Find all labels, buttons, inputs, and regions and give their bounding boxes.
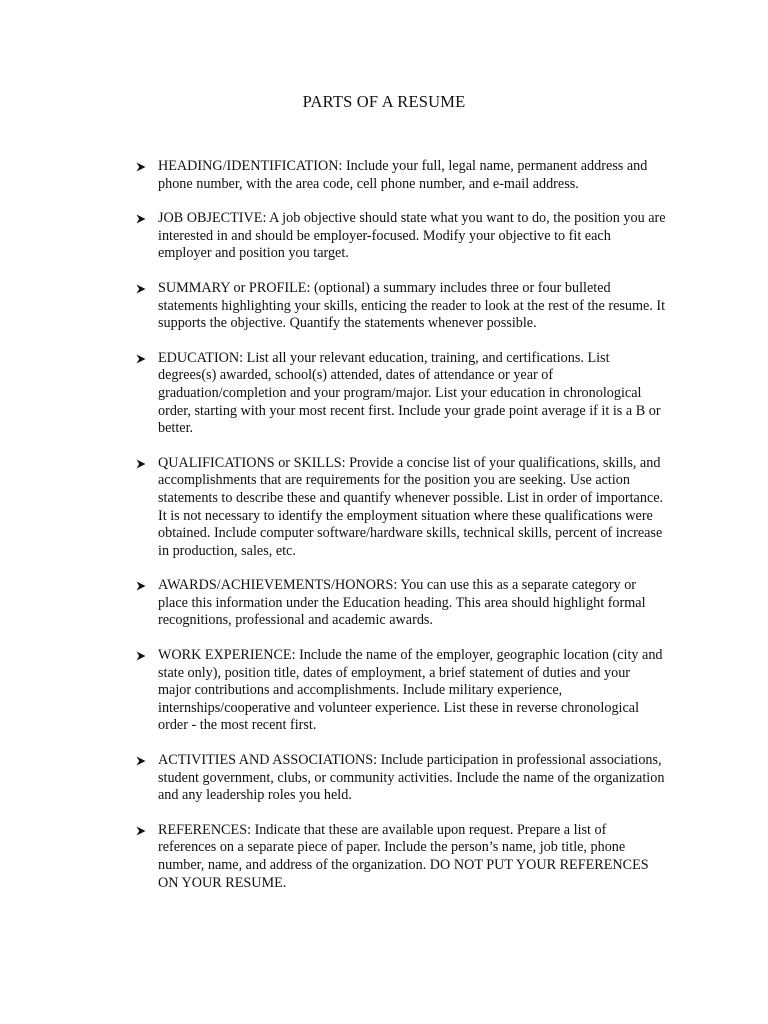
list-item-text: QUALIFICATIONS or SKILLS: Provide a concise list of your qualifications, skills, and accomplishments that are requirements for the position you are seeking. Use action statements to describe these and quantify whenever possible. List in order of importance. It is not necessary to identify the employment situation where these qualifications were obtained. Include computer software/hardware skills, technical skills, percent of increase in production, sales, etc. <box>158 454 664 559</box>
list-item-summary <box>136 280 666 333</box>
list-item-references <box>136 822 666 892</box>
list-item-text: WORK EXPERIENCE: Include the name of the employer, geographic location (city and state only), position title, dates of employment, a brief statement of duties and your major contributions and accomplishments. Include military experience, internships/cooperative and volunteer experience. List these in reverse chronological order - the most recent first. <box>158 647 663 734</box>
list-item-education <box>136 350 666 438</box>
list-item-text: JOB OBJECTIVE: A job objective should state what you want to do, the position you are interested in and should be employer-focused. Modify your objective to fit each employer and position you target. <box>158 210 666 262</box>
page-title: PARTS OF A RESUME <box>302 92 466 111</box>
list-item-text: SUMMARY or PROFILE: (optional) a summary includes three or four bulleted statements highlighting your skills, enticing the reader to look at the rest of the resume. It supports the objective. Quantify the statements whenever possible. <box>158 279 666 332</box>
list-item-text: REFERENCES: Indicate that these are available upon request. Prepare a list of references on a separate piece of paper. Include the person’s name, job title, phone number, name, and address of the organization. DO NOT PUT YOUR REFERENCES ON YOUR RESUME. <box>158 821 649 891</box>
arrowhead-bullet-icon <box>136 651 146 661</box>
arrowhead-bullet-icon <box>136 284 146 294</box>
list-item-text: HEADING/IDENTIFICATION: Include your full, legal name, permanent address and phone number, with the area code, cell phone number, and e-mail address. <box>158 158 648 192</box>
list-item-work-experience <box>136 647 666 735</box>
arrowhead-bullet-icon <box>136 756 146 766</box>
arrowhead-bullet-icon <box>136 459 146 469</box>
arrowhead-bullet-icon <box>136 162 146 172</box>
list-item-text: ACTIVITIES AND ASSOCIATIONS: Include participation in professional associations, student government, clubs, or community activities. Include the name of the organization and any leadership roles you held. <box>158 752 665 804</box>
list-item-awards <box>136 577 666 630</box>
list-item-text: EDUCATION: List all your relevant education, training, and certifications. List degrees(s) awarded, school(s) attended, dates of attendance or year of graduation/completion and your program/major. List your education in chronological order, starting with your most recent first. Include your grade point average if it is a B or better. <box>158 349 661 437</box>
list-item-job-objective <box>136 210 666 263</box>
arrowhead-bullet-icon <box>136 581 146 591</box>
resume-parts-list <box>136 158 666 892</box>
list-item-heading <box>136 158 666 193</box>
arrowhead-bullet-icon <box>136 826 146 836</box>
list-item-text: AWARDS/ACHIEVEMENTS/HONORS: You can use this as a separate category or place this information under the Education heading. This area should highlight formal recognitions, professional and academic awards. <box>158 577 646 629</box>
arrowhead-bullet-icon <box>136 354 146 364</box>
list-item-qualifications <box>136 455 666 561</box>
arrowhead-bullet-icon <box>136 214 146 224</box>
list-item-activities <box>136 752 666 805</box>
